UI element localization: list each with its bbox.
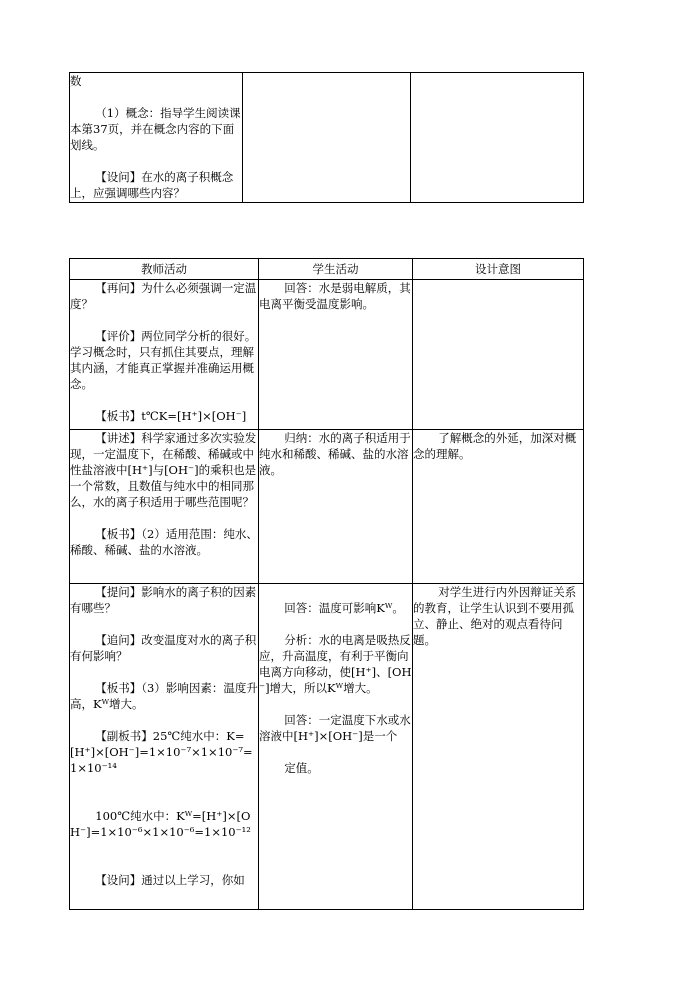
row3-student-text: 分析：水的电离是吸热反应，升高温度，有利于平衡向电离方向移动，使[H⁺]、[OH⁻]增大，所以Kᵂ增大。	[259, 633, 412, 695]
row2-teacher-text: 【讲述】科学家通过多次实验发现，一定温度下，在稀酸、稀碱或中性盐溶液中[H⁺]与[OH⁻]的乘积也是一个常数，且数值与纯水中的相同那么，水的离子积适用于哪些范围呢？	[70, 431, 257, 509]
table-row	[70, 430, 584, 584]
row3-teacher-text: 【副板书】25℃纯水中：K=[H⁺]×[OH⁻]=1×10⁻⁷×1×10⁻⁷=1×10⁻¹⁴	[70, 729, 253, 775]
row3-teacher-text: 100℃纯水中：Kᵂ=[H⁺]×[OH⁻]=1×10⁻⁶×1×10⁻⁶=1×10⁻¹²	[70, 809, 251, 839]
top-table	[69, 72, 584, 203]
table-row	[70, 280, 584, 430]
top-cell-student	[243, 73, 411, 203]
header-row	[70, 259, 584, 280]
row3-teacher-text: 【设问】通过以上学习，你如	[95, 873, 245, 887]
row3-intent-text: 对学生进行内外因辩证关系的教育，让学生认识到不要用孤立、静止、绝对的观点看待问题。	[413, 585, 577, 647]
row3-intent	[413, 584, 584, 910]
row3-student-text: 回答：温度可影响Kᵂ。	[284, 601, 404, 615]
top-text-4: 【设问】在水的离子积概念上，应强调哪些内容？	[70, 170, 234, 200]
row3-student-text: 回答：一定温度下水或水溶液中[H⁺]×[OH⁻]是一个	[259, 713, 411, 743]
row2-student	[259, 430, 413, 584]
row2-student-text: 归纳：水的离子积适用于纯水和稀酸、稀碱、盐的水溶液。	[259, 431, 411, 477]
row1-teacher	[70, 280, 259, 430]
top-cell-teacher	[70, 73, 243, 203]
header-student: 学生活动	[259, 259, 413, 280]
top-text-0: 数	[70, 74, 82, 88]
row2-teacher-text: 【板书】（2）适用范围：纯水、稀酸、稀碱、盐的水溶液。	[70, 527, 258, 557]
row3-teacher-text: 【追问】改变温度对水的离子积有何影响？	[70, 633, 257, 663]
row2-teacher	[70, 430, 259, 584]
row1-teacher-text: 【再问】为什么必须强调一定温度？	[70, 281, 257, 311]
row3-student-text: 定值。	[284, 761, 319, 775]
row2-intent	[413, 430, 584, 584]
row1-student	[259, 280, 413, 430]
row1-student-text: 回答：水是弱电解质，其电离平衡受温度影响。	[259, 281, 411, 311]
table-row	[70, 584, 584, 910]
header-intent: 设计意图	[413, 259, 584, 280]
row1-intent	[413, 280, 584, 430]
row3-student	[259, 584, 413, 910]
top-cell-intent	[411, 73, 584, 203]
top-text-2: （1）概念：指导学生阅读课本第37页，并在概念内容的下面划线。	[70, 106, 241, 152]
row2-intent-text: 了解概念的外延，加深对概念的理解。	[413, 431, 577, 461]
row3-teacher-text: 【板书】（3）影响因素：温度升高，Kᵂ增大。	[70, 681, 258, 711]
row1-teacher-text: 【评价】两位同学分析的很好。学习概念时，只有抓住其要点，理解其内涵，才能真正掌握并准确运用概念。	[70, 329, 257, 391]
row1-teacher-text: 【板书】t℃K=[H⁺]×[OH⁻]	[95, 409, 247, 423]
header-teacher: 教师活动	[70, 259, 259, 280]
row3-teacher-text: 【提问】影响水的离子积的因素有哪些？	[70, 585, 257, 615]
row3-teacher	[70, 584, 259, 910]
main-table	[69, 258, 584, 910]
